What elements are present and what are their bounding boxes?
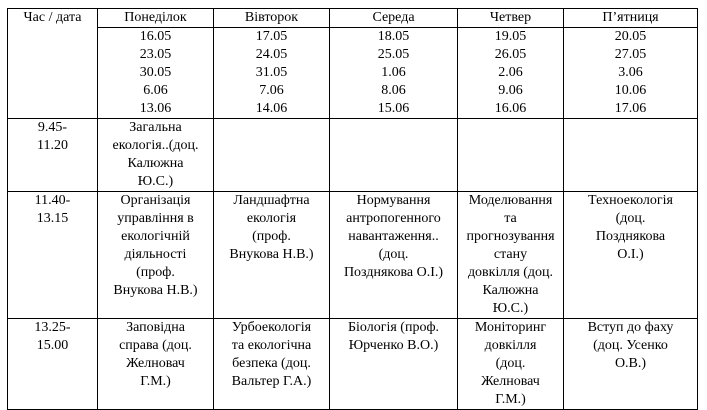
date-value: 26.05 xyxy=(494,47,527,62)
class-cell xyxy=(564,319,698,410)
class-cell xyxy=(98,319,214,410)
day-header-thursday xyxy=(458,9,564,28)
slot-time xyxy=(8,192,98,319)
dates-monday xyxy=(98,28,214,119)
day-header-tuesday xyxy=(214,9,330,28)
date-value: 27.05 xyxy=(614,47,647,62)
class-cell xyxy=(458,192,564,319)
class-cell xyxy=(564,119,698,192)
date-value: 23.05 xyxy=(139,47,172,62)
class-cell xyxy=(98,192,214,319)
dates-friday xyxy=(564,28,698,119)
class-cell xyxy=(214,119,330,192)
date-value: 20.05 xyxy=(614,29,647,44)
date-value: 18.05 xyxy=(377,29,410,44)
date-value: 2.06 xyxy=(498,65,523,80)
class-cell xyxy=(330,192,458,319)
dates-row xyxy=(8,28,698,119)
date-value: 10.06 xyxy=(614,83,647,98)
day-header-wednesday xyxy=(330,9,458,28)
class-cell xyxy=(458,119,564,192)
date-value: 15.06 xyxy=(377,101,410,116)
date-value: 3.06 xyxy=(618,65,643,80)
class-text: Урбоекологія та екологічна безпека (доц. Вальтер Г.А.) xyxy=(231,320,312,389)
date-value: 14.06 xyxy=(255,101,288,116)
day-label: П’ятниця xyxy=(602,10,659,25)
dates-wednesday xyxy=(330,28,458,119)
date-value: 13.06 xyxy=(139,101,172,116)
date-value: 19.05 xyxy=(494,29,527,44)
date-value: 1.06 xyxy=(381,65,406,80)
date-value: 6.06 xyxy=(143,83,168,98)
time-label: 9.45- 11.20 xyxy=(37,120,68,153)
class-cell xyxy=(214,192,330,319)
class-cell xyxy=(564,192,698,319)
class-text: Ландшафтна екологія (проф. Внукова Н.В.) xyxy=(229,193,314,262)
class-cell xyxy=(330,119,458,192)
class-text: Техноекологія (доц. Позднякова О.І.) xyxy=(588,193,673,262)
date-value: 17.05 xyxy=(255,29,288,44)
header-row xyxy=(8,9,698,28)
slot-time xyxy=(8,119,98,192)
date-value: 16.05 xyxy=(139,29,172,44)
date-value: 25.05 xyxy=(377,47,410,62)
slot-row-1 xyxy=(8,119,698,192)
class-cell xyxy=(214,319,330,410)
day-label: Понеділок xyxy=(124,10,187,25)
day-label: Середа xyxy=(372,10,415,25)
dates-thursday xyxy=(458,28,564,119)
class-text: Вступ до фаху (доц. Усенко О.В.) xyxy=(587,320,674,371)
schedule-table xyxy=(7,8,698,410)
date-value: 30.05 xyxy=(139,65,172,80)
time-date-header xyxy=(8,9,98,119)
date-value: 8.06 xyxy=(381,83,406,98)
date-value: 24.05 xyxy=(255,47,288,62)
time-label: 13.25- 15.00 xyxy=(34,320,71,353)
day-header-friday xyxy=(564,9,698,28)
class-text: Організація управління в екологічній діяльності (проф. Внукова Н.В.) xyxy=(113,193,198,298)
date-value: 9.06 xyxy=(498,83,523,98)
class-cell xyxy=(330,319,458,410)
time-label: 11.40- 13.15 xyxy=(34,193,71,226)
date-value: 16.06 xyxy=(494,101,527,116)
class-cell xyxy=(458,319,564,410)
day-header-monday xyxy=(98,9,214,28)
class-text: Моделювання та прогнозування стану довкілля (доц. Калюжна Ю.С.) xyxy=(466,193,555,316)
class-cell xyxy=(98,119,214,192)
class-text: Моніторинг довкілля (доц. Желновач Г.М.) xyxy=(474,320,547,407)
dates-tuesday xyxy=(214,28,330,119)
date-value: 31.05 xyxy=(255,65,288,80)
date-value: 17.06 xyxy=(614,101,647,116)
class-text: Нормування антропогенного навантаження..(доц. Позднякова О.І.) xyxy=(343,193,444,280)
slot-row-3 xyxy=(8,319,698,410)
class-text: Заповідна справа (доц. Желновач Г.М.) xyxy=(119,320,192,389)
class-text: Загальна екологія..(доц. Калюжна Ю.С.) xyxy=(112,120,199,189)
slot-row-2 xyxy=(8,192,698,319)
day-label: Вівторок xyxy=(244,10,299,25)
date-value: 7.06 xyxy=(259,83,284,98)
day-label: Четвер xyxy=(489,10,532,25)
time-date-label: Час / дата xyxy=(23,10,82,25)
slot-time xyxy=(8,319,98,410)
class-text: Біологія (проф. Юрченко В.О.) xyxy=(347,320,440,353)
